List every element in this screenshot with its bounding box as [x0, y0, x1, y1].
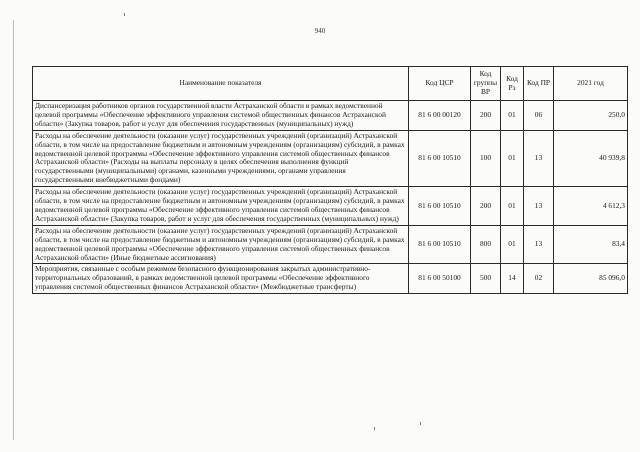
table-row [33, 264, 628, 294]
row-pr-code: 13 [524, 225, 554, 264]
row-name: Мероприятия, связанные с особым режимом безопасного функционирования закрытых административно-территориальных образований, в рамках ведомственной целевой программы «Обеспечение эффективного управления системой общественных финансов Астраханской области» (Межбюджетные трансферты) [33, 264, 409, 294]
header-name: Наименование показателя [33, 67, 409, 101]
row-rz-code: 01 [501, 101, 524, 131]
row-rz-code: 01 [501, 130, 524, 186]
header-vr-group-code: Код группы ВР [471, 67, 501, 101]
row-pr-code: 02 [524, 264, 554, 294]
row-csr-code: 81 6 00 00120 [409, 101, 471, 131]
row-amount: 40 939,8 [554, 130, 628, 186]
row-csr-code: 81 6 00 10510 [409, 225, 471, 264]
row-name: Расходы на обеспечение деятельности (оказание услуг) государственных учреждений (организаций) Астраханской области, в том числе на предоставление бюджетным и автономным учреждениям (организациям) субсидий, в рамках ведомственной целевой программы «Обеспечение эффективного управления системой общественных финансов Астраханской области» (Закупка товаров, работ и услуг для обеспечения государственных (муниципальных) нужд) [33, 187, 409, 226]
row-amount: 4 612,3 [554, 187, 628, 226]
scan-margin-line [13, 20, 14, 440]
header-rz-code: Код Рз [501, 67, 524, 101]
row-vr-code: 200 [471, 101, 501, 131]
row-csr-code: 81 6 00 10510 [409, 130, 471, 186]
scan-speck [124, 13, 125, 16]
row-name: Диспансеризация работников органов государственной власти Астраханской области в рамках ведомственной целевой программы «Обеспечение эффективного управления системой общественных финансов Астраханской области» (Закупка товаров, работ и услуг для обеспечения государственных (муниципальных) нужд) [33, 101, 409, 131]
row-amount: 250,0 [554, 101, 628, 131]
scan-speck [420, 422, 421, 425]
row-csr-code: 81 6 00 50100 [409, 264, 471, 294]
header-pr-code: Код ПР [524, 67, 554, 101]
table-header-row [33, 67, 628, 101]
row-vr-code: 800 [471, 225, 501, 264]
header-csr-code: Код ЦСР [409, 67, 471, 101]
row-name: Расходы на обеспечение деятельности (оказание услуг) государственных учреждений (организаций) Астраханской области, в том числе на предоставление бюджетным и автономным учреждениям (организациям) субсидий, в рамках ведомственной целевой программы «Обеспечение эффективного управления системой общественных финансов Астраханской области» (Расходы на выплаты персоналу в целях обеспечения выполнения функций государственными (муниципальными) органами, казенными учреждениями, органами управления государственными внебюджетными фондами) [33, 130, 409, 186]
row-vr-code: 100 [471, 130, 501, 186]
table-row [33, 225, 628, 264]
budget-table [32, 66, 628, 294]
row-pr-code: 13 [524, 187, 554, 226]
row-vr-code: 500 [471, 264, 501, 294]
row-vr-code: 200 [471, 187, 501, 226]
row-pr-code: 13 [524, 130, 554, 186]
row-rz-code: 14 [501, 264, 524, 294]
scan-speck [374, 427, 375, 430]
row-rz-code: 01 [501, 225, 524, 264]
page-number: 940 [314, 27, 326, 35]
row-name: Расходы на обеспечение деятельности (оказание услуг) государственных учреждений (организаций) Астраханской области, в том числе на предоставление бюджетным и автономным учреждениям (организациям) субсидий, в рамках ведомственной целевой программы «Обеспечение эффективного управления системой общественных финансов Астраханской области» (Иные бюджетные ассигнования) [33, 225, 409, 264]
header-year: 2021 год [554, 67, 628, 101]
table-row [33, 187, 628, 226]
row-amount: 83,4 [554, 225, 628, 264]
row-csr-code: 81 6 00 10510 [409, 187, 471, 226]
row-pr-code: 06 [524, 101, 554, 131]
row-amount: 85 096,0 [554, 264, 628, 294]
table-row [33, 130, 628, 186]
row-rz-code: 01 [501, 187, 524, 226]
table-row [33, 101, 628, 131]
